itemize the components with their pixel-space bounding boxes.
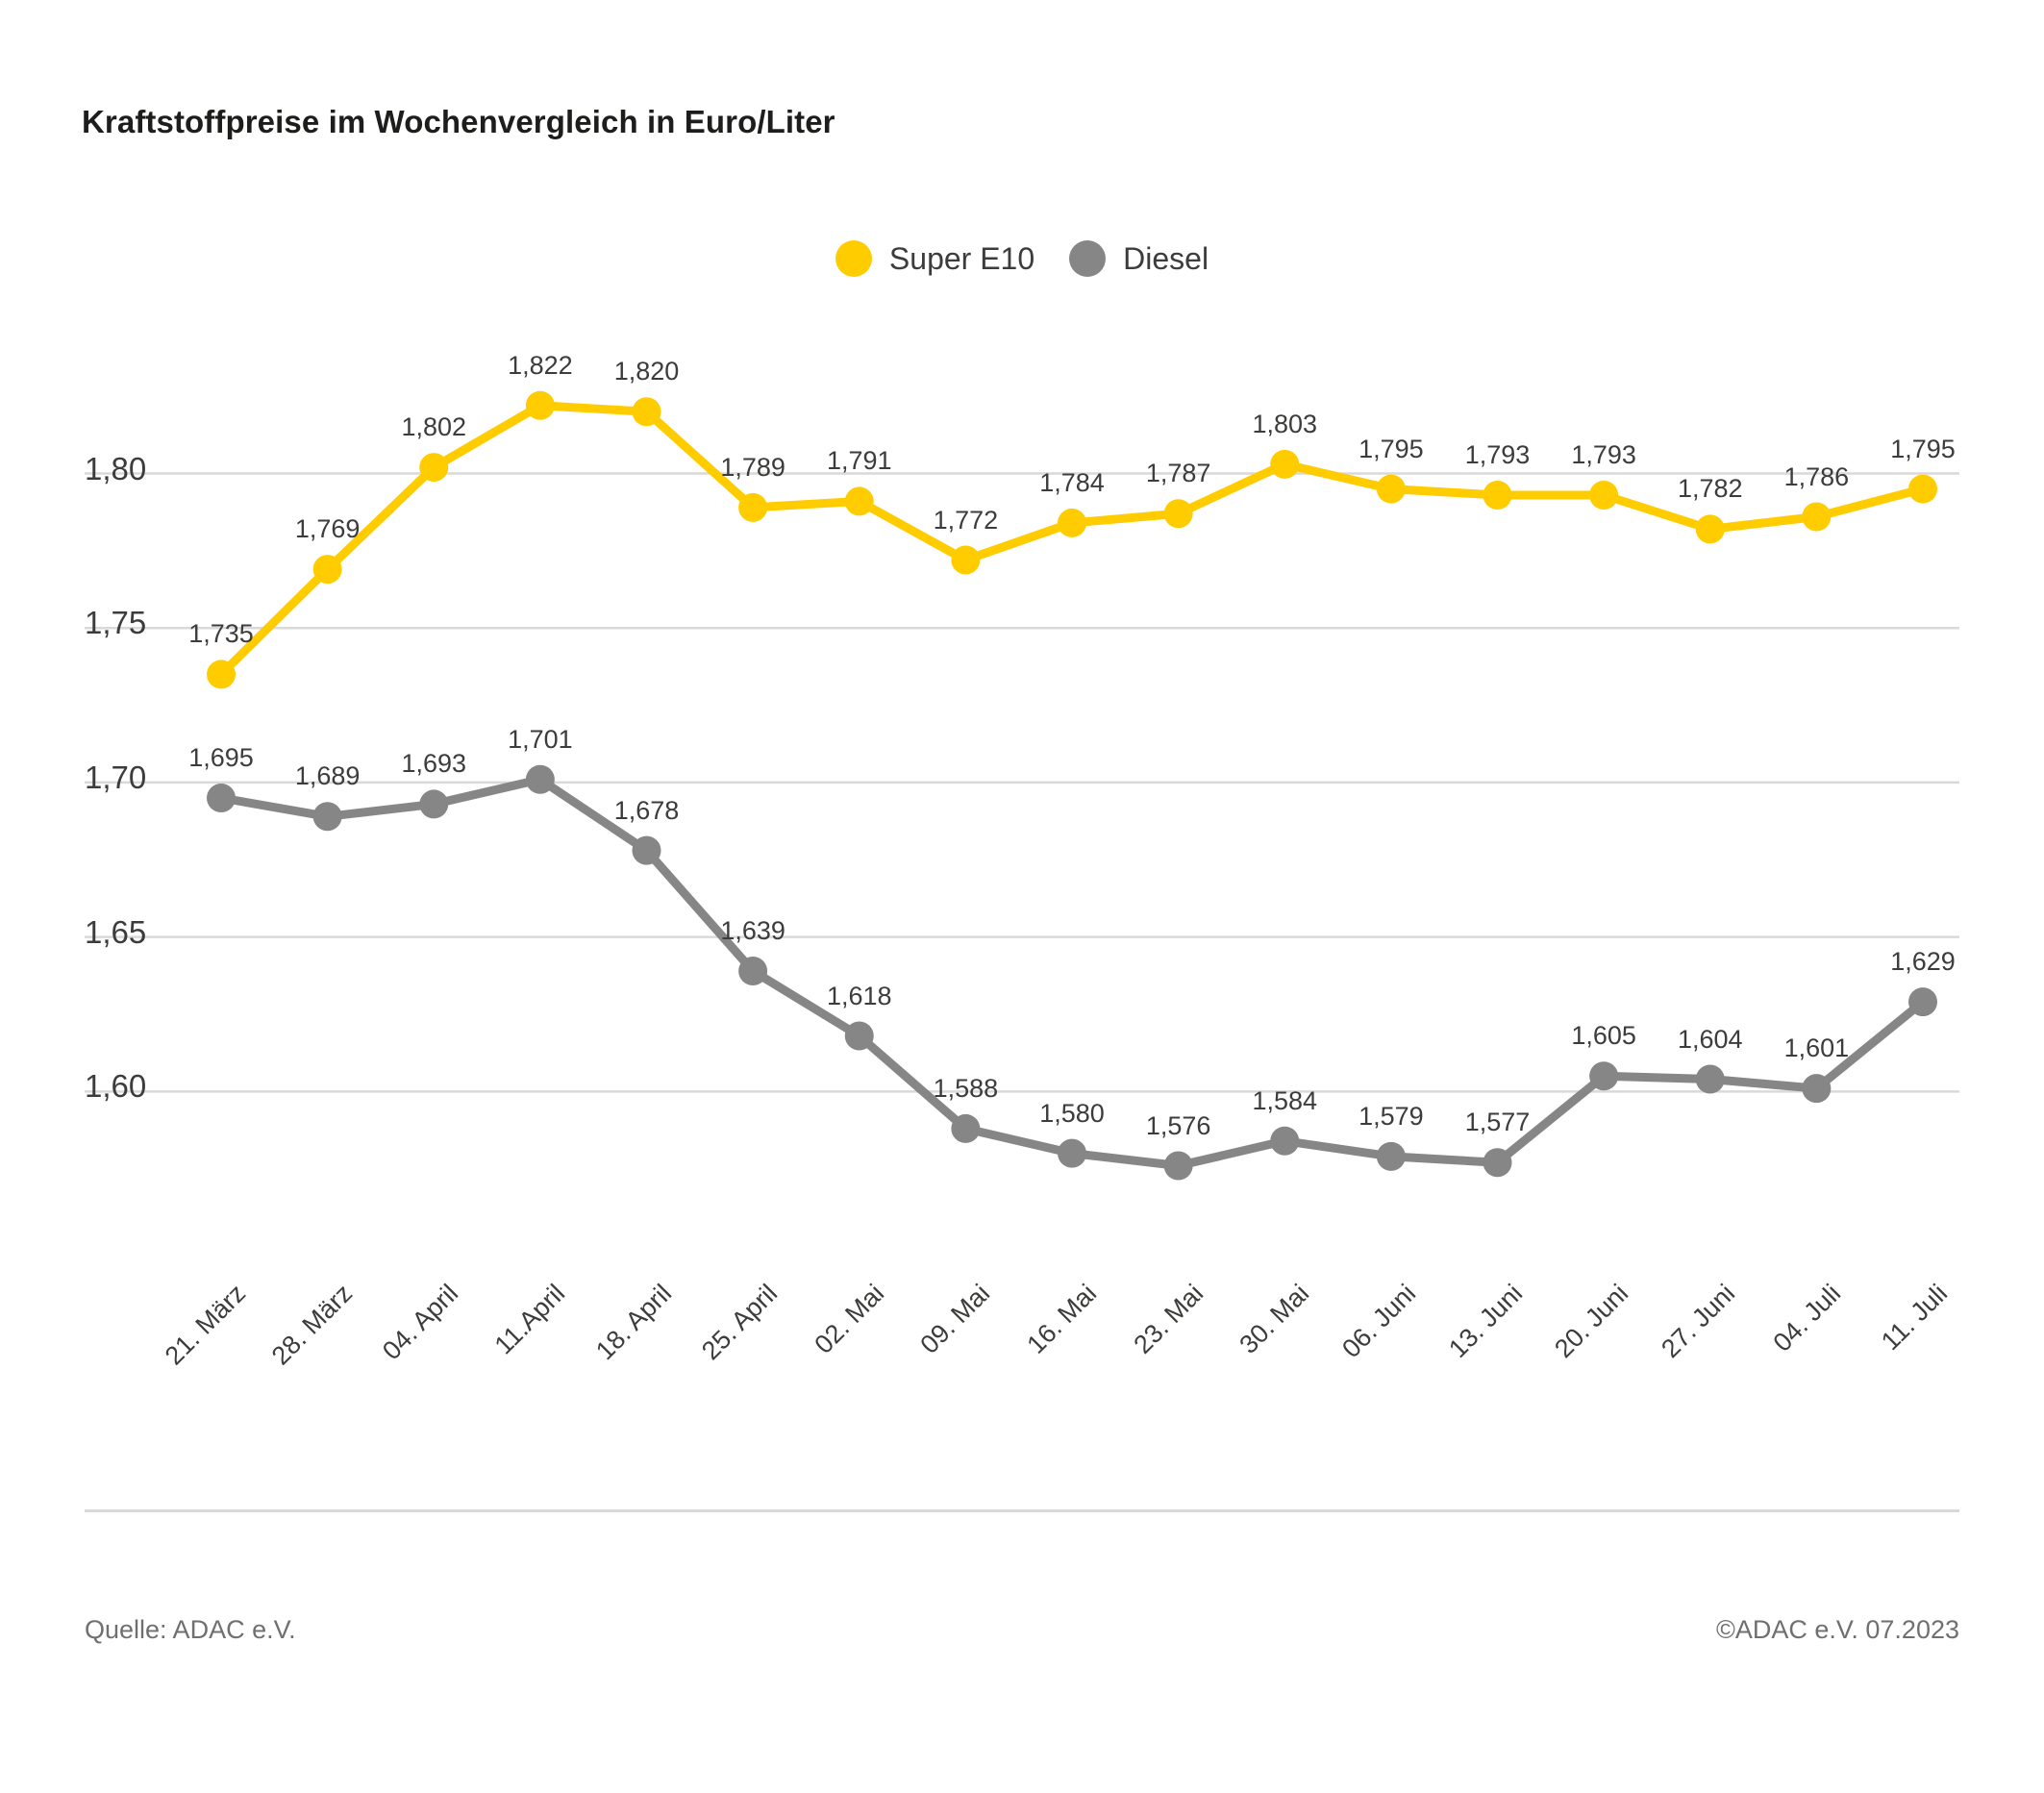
data-point — [633, 397, 661, 426]
data-point-label: 1,689 — [294, 761, 361, 791]
x-axis-tick-label: 09. Mai — [914, 1279, 996, 1359]
data-point — [951, 1114, 980, 1143]
y-axis-tick-label: 1,70 — [85, 759, 147, 795]
data-point — [526, 391, 555, 420]
data-point-label: 1,793 — [1464, 440, 1531, 469]
data-point-label: 1,787 — [1145, 459, 1211, 488]
data-point-label: 1,577 — [1464, 1108, 1531, 1137]
data-point — [313, 555, 342, 584]
data-point-label: 1,601 — [1783, 1033, 1850, 1063]
data-point-label: 1,803 — [1252, 409, 1318, 438]
x-axis-tick-label: 28. März — [265, 1279, 358, 1371]
x-axis-tick-label: 02. Mai — [809, 1279, 889, 1359]
data-point-label: 1,782 — [1677, 474, 1743, 504]
data-point-label: 1,604 — [1677, 1024, 1743, 1054]
x-axis-tick-label: 11. Juli — [1875, 1279, 1954, 1357]
data-point-label: 1,576 — [1145, 1110, 1211, 1140]
y-axis-tick-label: 1,75 — [85, 605, 147, 641]
data-point-label: 1,580 — [1039, 1098, 1105, 1128]
footer-divider — [85, 1509, 1959, 1512]
data-point — [207, 660, 236, 688]
data-point — [1589, 481, 1618, 510]
x-axis-tick-label: 27. Juni — [1655, 1279, 1740, 1364]
data-point-label: 1,784 — [1039, 467, 1105, 497]
legend-label-super-e10: Super E10 — [888, 240, 1035, 276]
data-point — [951, 546, 980, 575]
data-point — [419, 453, 448, 482]
x-axis-tick-label: 11.April — [488, 1279, 571, 1360]
data-point-label: 1,693 — [401, 749, 467, 779]
x-axis-tick-label: 18. April — [589, 1279, 677, 1366]
data-point — [526, 765, 555, 794]
data-point — [1802, 1074, 1831, 1103]
copyright-note: ©ADAC e.V. 07.2023 — [1715, 1615, 1959, 1644]
y-axis-tick-label: 1,80 — [85, 450, 147, 486]
data-point-label: 1,769 — [294, 514, 361, 544]
data-point — [1377, 1142, 1406, 1171]
data-point-label: 1,701 — [508, 724, 573, 754]
source-note: Quelle: ADAC e.V. — [85, 1615, 296, 1644]
data-point — [1483, 1148, 1512, 1177]
data-point-label: 1,588 — [933, 1073, 999, 1103]
data-point — [1058, 1139, 1086, 1168]
data-point-label: 1,695 — [188, 743, 254, 772]
data-point — [738, 493, 767, 522]
series-line-super-e10 — [221, 406, 1923, 675]
data-point — [1058, 509, 1086, 537]
y-axis-tick-label: 1,65 — [85, 913, 147, 950]
x-axis-tick-label: 04. April — [377, 1279, 464, 1366]
data-point — [1164, 499, 1193, 528]
data-point-label: 1,822 — [508, 350, 573, 380]
data-point-label: 1,786 — [1783, 461, 1850, 491]
data-point — [1908, 475, 1937, 504]
data-point — [845, 1022, 874, 1051]
x-axis-tick-label: 30. Mai — [1234, 1279, 1315, 1359]
data-point — [845, 486, 874, 515]
x-axis-tick-label: 16. Mai — [1021, 1279, 1103, 1359]
data-point-label: 1,795 — [1890, 434, 1956, 463]
data-point — [313, 802, 342, 831]
x-axis-tick-label: 04. Juli — [1767, 1279, 1847, 1357]
data-point — [1377, 475, 1406, 504]
y-axis-tick-label: 1,60 — [85, 1068, 147, 1105]
x-axis-tick-label: 13. Juni — [1442, 1279, 1528, 1364]
data-point-label: 1,820 — [613, 357, 680, 386]
data-point-label: 1,789 — [720, 452, 785, 482]
data-point — [1696, 514, 1725, 543]
data-point-label: 1,629 — [1890, 947, 1956, 977]
x-axis-tick-label: 20. Juni — [1549, 1279, 1634, 1364]
x-axis-tick-label: 06. Juni — [1335, 1279, 1422, 1364]
data-point — [419, 789, 448, 818]
data-point-label: 1,639 — [720, 916, 785, 945]
data-point-label: 1,579 — [1359, 1101, 1424, 1131]
x-axis-tick-label: 21. März — [159, 1279, 252, 1371]
data-point-label: 1,802 — [401, 412, 467, 442]
data-point — [633, 836, 661, 865]
data-point — [1908, 987, 1937, 1016]
data-point — [1270, 1127, 1299, 1156]
data-point — [1589, 1061, 1618, 1090]
data-point-label: 1,772 — [933, 505, 999, 535]
data-point-label: 1,678 — [613, 795, 680, 825]
data-point-label: 1,791 — [826, 446, 892, 476]
data-point — [1164, 1152, 1193, 1181]
legend-label-diesel: Diesel — [1123, 240, 1209, 276]
data-point — [1270, 450, 1299, 479]
data-point-label: 1,735 — [188, 619, 254, 649]
data-point — [1802, 503, 1831, 532]
data-point-label: 1,618 — [826, 981, 892, 1010]
x-axis-tick-label: 25. April — [696, 1279, 784, 1366]
data-point — [738, 957, 767, 985]
page-title: Kraftstoffpreise im Wochenvergleich in Euro/Liter — [82, 104, 835, 139]
data-point-label: 1,584 — [1252, 1085, 1318, 1115]
data-point-label: 1,793 — [1571, 440, 1636, 469]
data-point-label: 1,605 — [1571, 1021, 1636, 1051]
data-point — [1696, 1065, 1725, 1094]
x-axis-tick-label: 23. Mai — [1128, 1279, 1209, 1359]
data-point — [1483, 481, 1512, 510]
data-point-label: 1,795 — [1359, 434, 1424, 463]
